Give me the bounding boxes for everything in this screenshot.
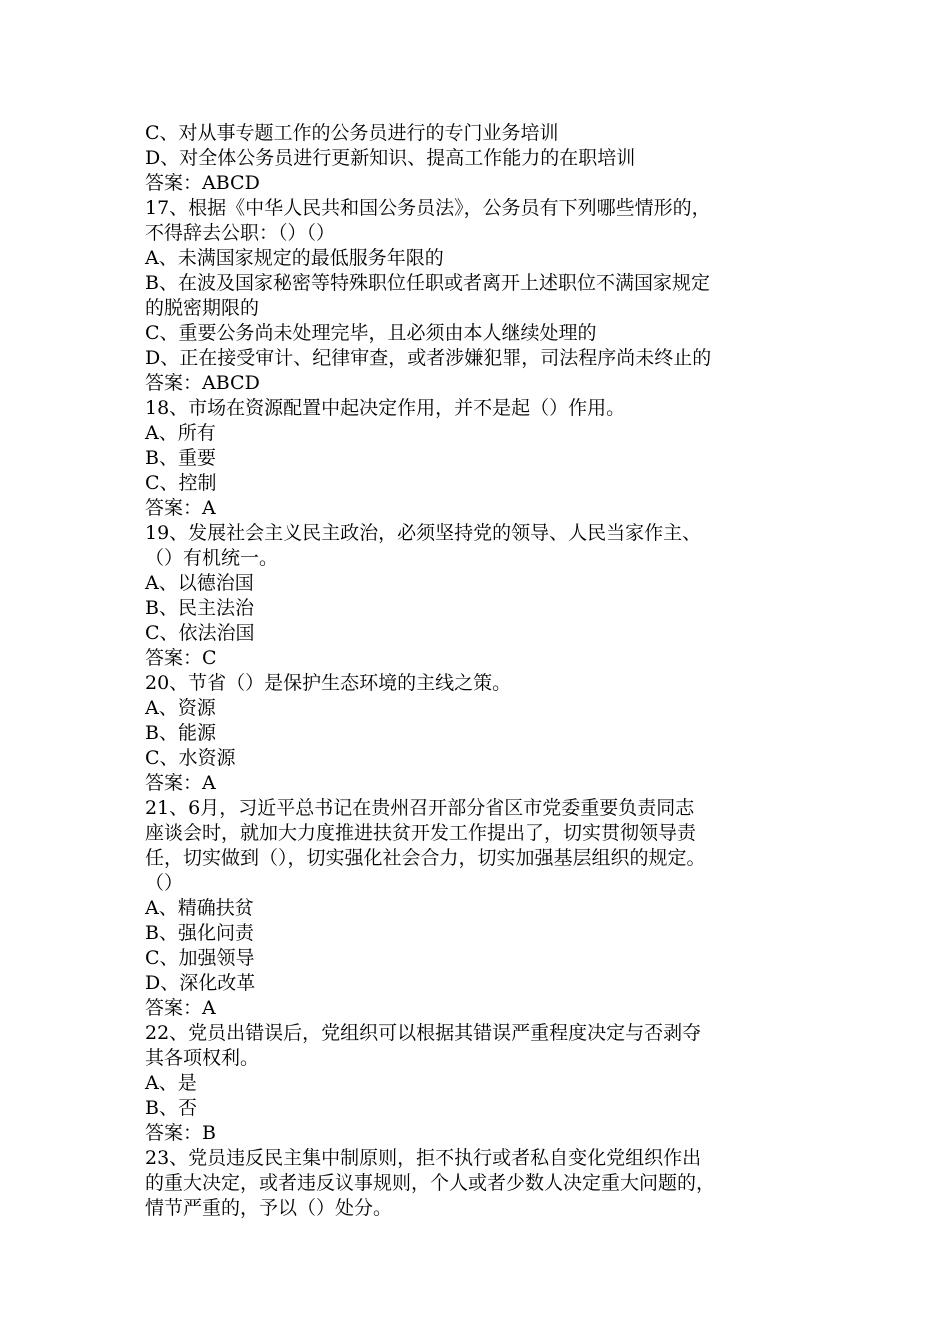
option-b-line: B、重要 [145, 447, 216, 469]
question-19-line-1: 19、发展社会主义民主政治，必须坚持党的领导、人民当家作主、 [145, 522, 702, 544]
option-b-line: B、强化问责 [145, 922, 254, 944]
option-c-line: C、依法治国 [145, 622, 255, 644]
answer-line: 答案：A [145, 497, 216, 519]
question-17-line-2: 不得辞去公职：（）（） [145, 222, 336, 244]
question-17-line-1: 17、根据《中华人民共和国公务员法》，公务员有下列哪些情形的， [145, 197, 711, 219]
option-b-line-2: 的脱密期限的 [145, 297, 260, 319]
option-c-line: C、重要公务尚未处理完毕，且必须由本人继续处理的 [145, 322, 597, 344]
answer-line: 答案：C [145, 647, 217, 669]
question-21-line-1: 21、6月，习近平总书记在贵州召开部分省区市党委重要负责同志 [145, 797, 695, 819]
option-a-line: A、是 [145, 1072, 197, 1094]
option-d-line: D、深化改革 [145, 972, 256, 994]
answer-line: 答案：A [145, 997, 216, 1019]
option-a-line: A、精确扶贫 [145, 897, 254, 919]
option-c-line: C、对从事专题工作的公务员进行的专门业务培训 [145, 122, 559, 144]
option-a-line: A、资源 [145, 697, 216, 719]
question-23-line-2: 的重大决定，或者违反议事规则，个人或者少数人决定重大问题的， [145, 1172, 716, 1194]
question-21-line-4: （） [145, 872, 184, 894]
option-b-line: B、否 [145, 1097, 197, 1119]
option-d-line: D、正在接受审计、纪律审查，或者涉嫌犯罪，司法程序尚未终止的 [145, 347, 712, 369]
option-a-line: A、所有 [145, 422, 216, 444]
option-d-line: D、对全体公务员进行更新知识、提高工作能力的在职培训 [145, 147, 636, 169]
answer-line: 答案：ABCD [145, 372, 260, 394]
option-c-line: C、水资源 [145, 747, 236, 769]
option-b-line-1: B、在波及国家秘密等特殊职位任职或者离开上述职位不满国家规定 [145, 272, 710, 294]
question-21-line-2: 座谈会时，就加大力度推进扶贫开发工作提出了，切实贯彻领导责 [145, 822, 697, 844]
question-23-line-1: 23、党员违反民主集中制原则，拒不执行或者私自变化党组织作出 [145, 1147, 702, 1169]
option-b-line: B、能源 [145, 722, 216, 744]
option-b-line: B、民主法治 [145, 597, 254, 619]
question-22-line-2: 其各项权利。 [145, 1047, 260, 1069]
option-a-line: A、以德治国 [145, 572, 254, 594]
question-21-line-3: 任，切实做到（），切实强化社会合力，切实加强基层组织的规定。 [145, 847, 706, 869]
document-page [145, 121, 835, 1221]
question-19-line-2: （）有机统一。 [145, 547, 279, 569]
question-18-line: 18、市场在资源配置中起决定作用，并不是起（）作用。 [145, 397, 626, 419]
option-c-line: C、控制 [145, 472, 217, 494]
option-c-line: C、加强领导 [145, 947, 255, 969]
question-23-line-3: 情节严重的，予以（）处分。 [145, 1197, 393, 1219]
answer-line: 答案：ABCD [145, 172, 260, 194]
option-a-line: A、未满国家规定的最低服务年限的 [145, 247, 444, 269]
question-20-line: 20、节省（）是保护生态环境的主线之策。 [145, 672, 512, 694]
answer-line: 答案：B [145, 1122, 216, 1144]
question-22-line-1: 22、党员出错误后，党组织可以根据其错误严重程度决定与否剥夺 [145, 1022, 702, 1044]
answer-line: 答案：A [145, 772, 216, 794]
